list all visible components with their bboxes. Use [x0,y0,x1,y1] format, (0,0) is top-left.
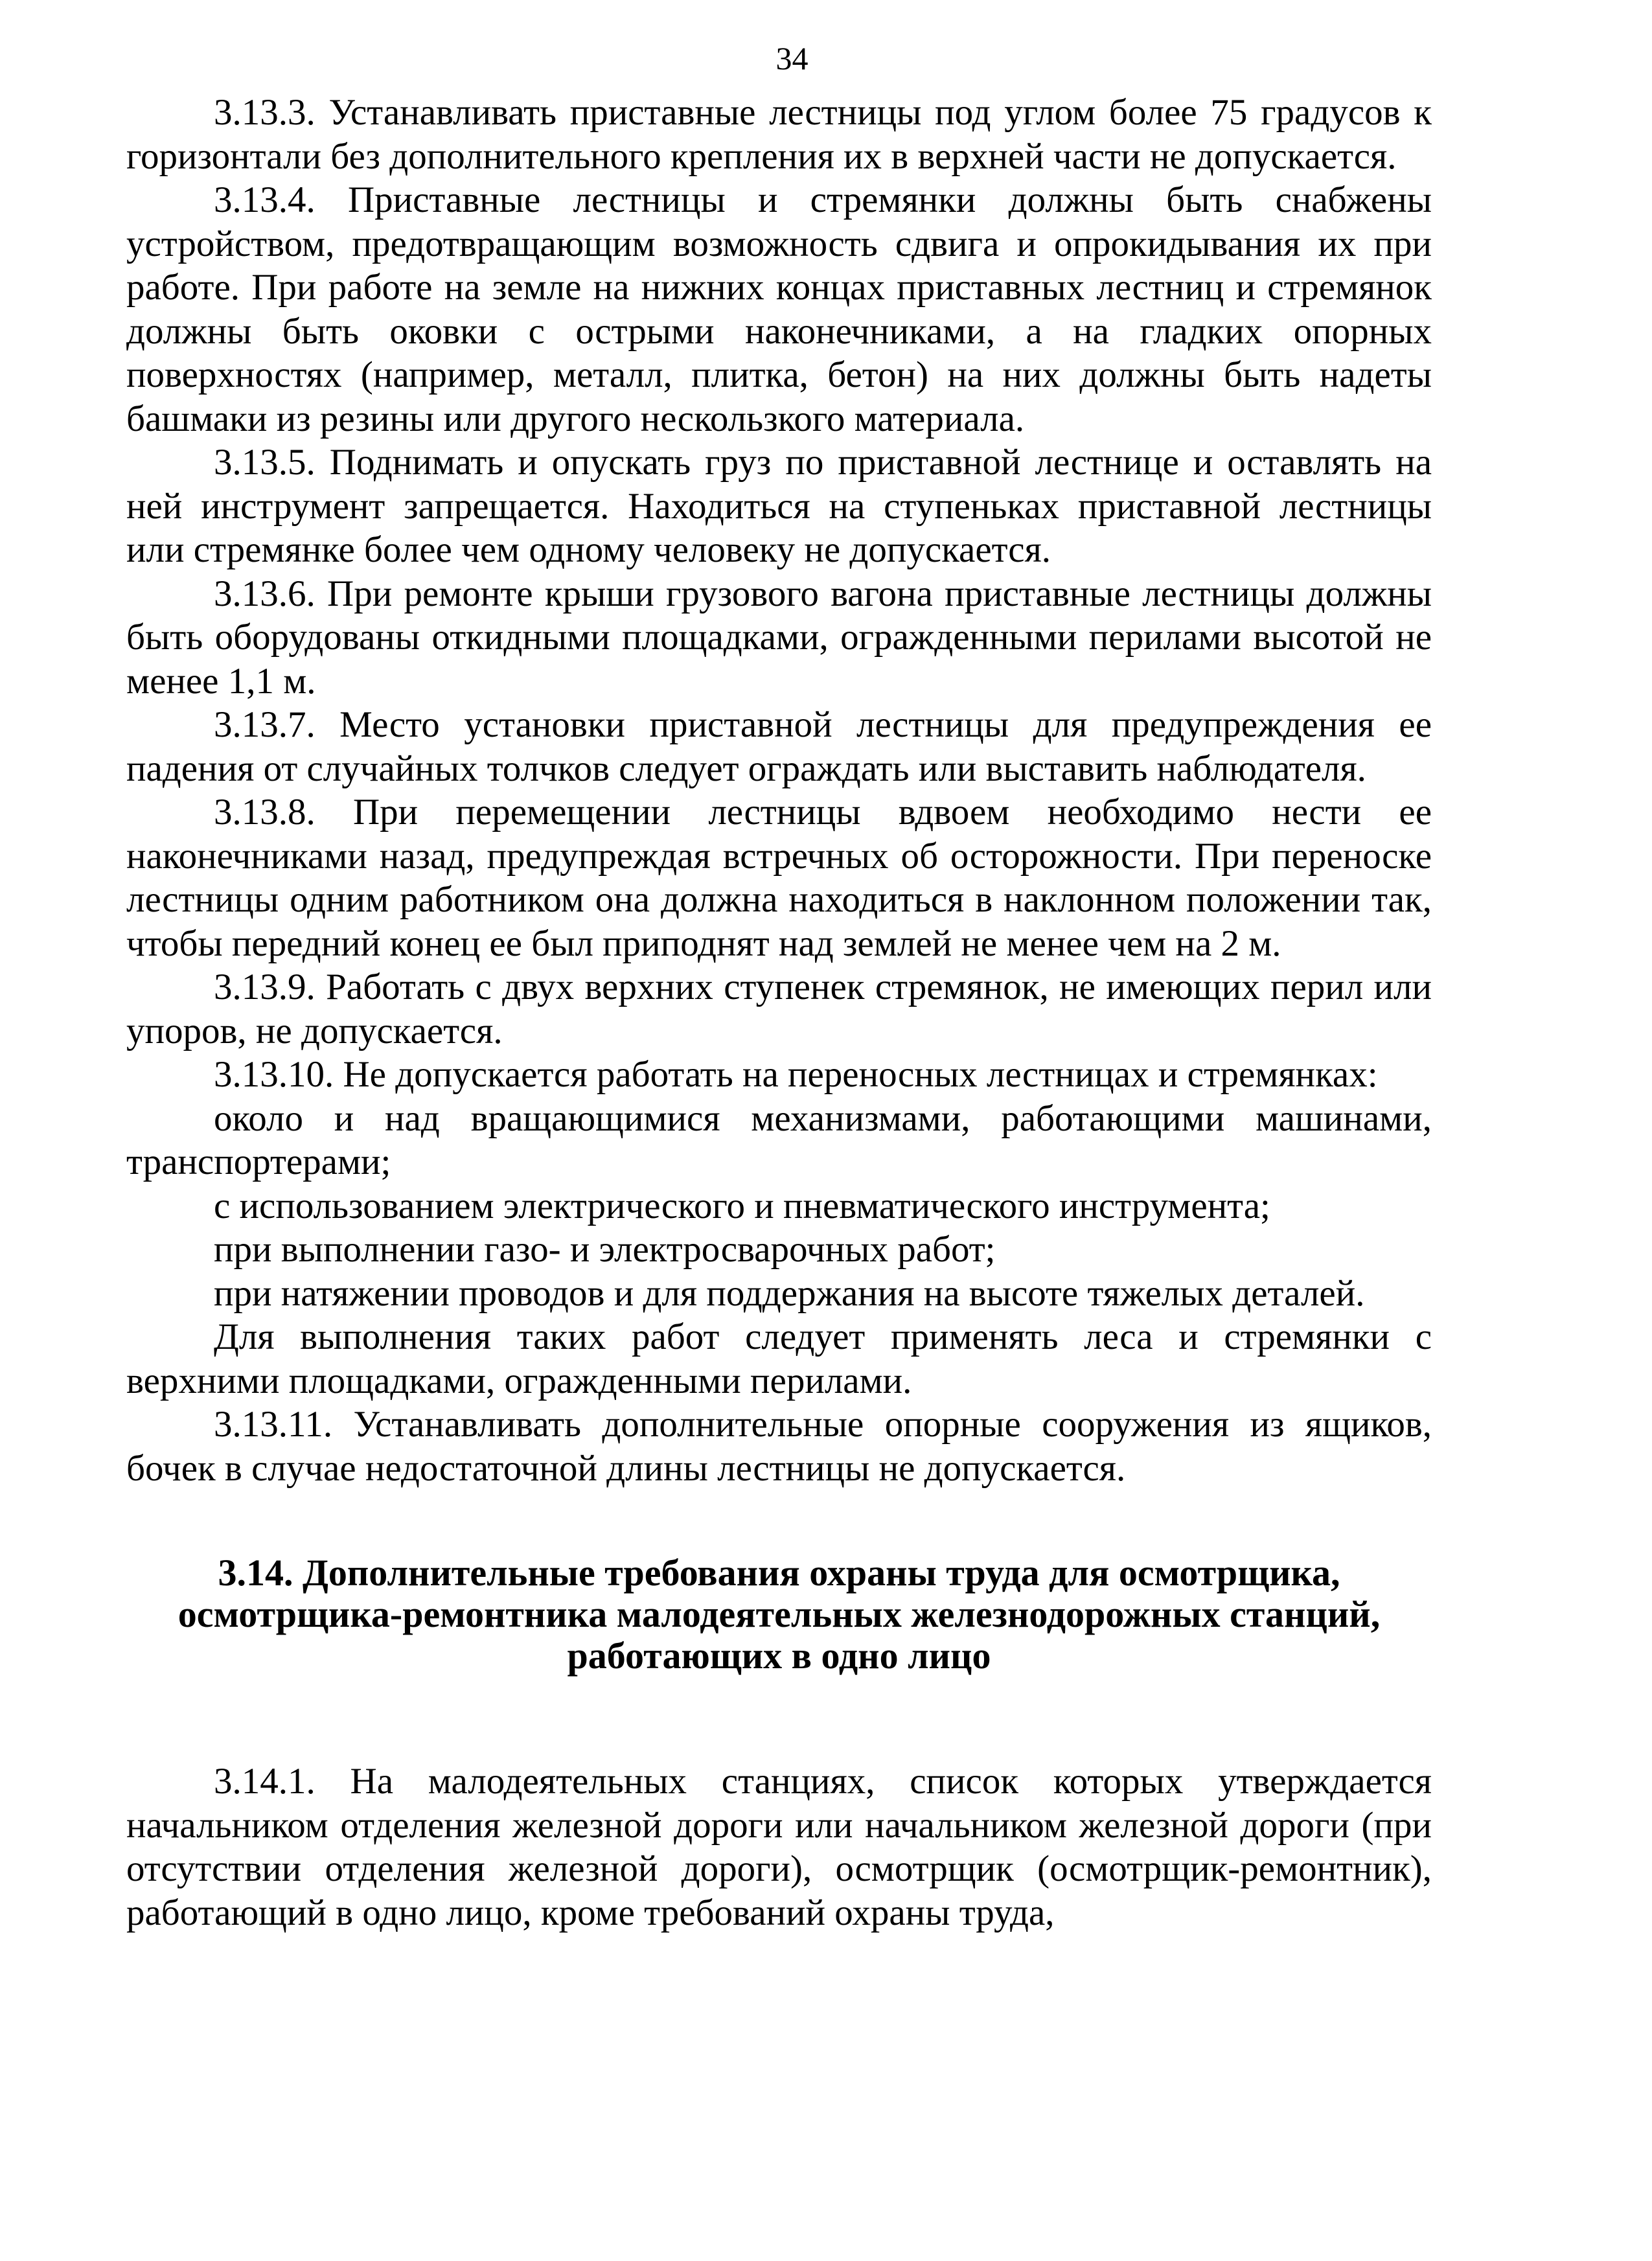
paragraph-3-13-11: 3.13.11. Устанавливать дополнительные опорные сооружения из ящиков, бочек в случае недостаточной длины лестницы не допускается. [126,1404,1432,1489]
list-item-rotating-mechanisms: около и над вращающимися механизмами, работающими машинами, транспортерами; [126,1097,1432,1182]
paragraph-3-13-3: 3.13.3. Устанавливать приставные лестницы под углом более 75 градусов к горизонтали без дополнительного крепления их в верхней части не допускается. [126,92,1432,177]
list-item-power-tools: с использованием электрического и пневматического инструмента; [214,1185,1270,1226]
section-heading-3-14 [126,1552,1432,1677]
list-item-wire-tension: при натяжении проводов и для поддержания на высоте тяжелых деталей. [214,1272,1365,1314]
paragraph-3-13-8: 3.13.8. При перемещении лестницы вдвоем необходимо нести ее наконечниками назад, предупреждая встречных об осторожности. При переноске лестницы одним работником она должна находиться в наклонном положении так, чтобы передний конец ее был приподнят над землей не менее чем на 2 м. [126,792,1432,964]
paragraph-3-13-5: 3.13.5. Поднимать и опускать груз по приставной лестнице и оставлять на ней инструмент запрещается. Находиться на ступеньках приставной лестницы или стремянке более чем одному человеку не допускается. [126,442,1432,570]
paragraph-3-13-6: 3.13.6. При ремонте крыши грузового вагона приставные лестницы должны быть оборудованы откидными площадками, огражденными перилами высотой не менее 1,1 м. [126,573,1432,702]
paragraph-3-13-9: 3.13.9. Работать с двух верхних ступенек стремянок, не имеющих перил или упоров, не допускается. [126,967,1432,1051]
section-heading-line-3: работающих в одно лицо [567,1635,991,1677]
list-item-welding: при выполнении газо- и электросварочных работ; [214,1229,996,1270]
paragraph-3-14-1: 3.14.1. На малодеятельных станциях, список которых утверждается начальником отделения железной дороги или начальником железной дороги (при отсутствии отделения железной дороги), осмотрщик (осмотрщик-ремонтник), работающий в одно лицо, кроме требований охраны труда, [126,1761,1432,1933]
section-heading-line-1: 3.14. Дополнительные требования охраны труда для осмотрщика, [218,1552,1340,1594]
paragraph-scaffolding-note: Для выполнения таких работ следует применять леса и стремянки с верхними площадками, огражденными перилами. [126,1316,1432,1401]
page-number: 34 [775,40,809,76]
paragraph-3-13-7: 3.13.7. Место установки приставной лестницы для предупреждения ее падения от случайных толчков следует ограждать или выставить наблюдателя. [126,704,1432,789]
section-heading-line-2: осмотрщика-ремонтника малодеятельных железнодорожных станций, [178,1593,1381,1635]
paragraph-3-13-4: 3.13.4. Приставные лестницы и стремянки должны быть снабжены устройством, предотвращающим возможность сдвига и опрокидывания их при работе. При работе на земле на нижних концах приставных лестниц и стремянок должны быть оковки с острыми наконечниками, а на гладких опорных поверхностях (например, металл, плитка, бетон) на них должны быть надеты башмаки из резины или другого нескользкого материала. [126,179,1432,439]
paragraph-3-13-10: 3.13.10. Не допускается работать на переносных лестницах и стремянках: [214,1054,1378,1095]
document-page [126,26,1432,1934]
